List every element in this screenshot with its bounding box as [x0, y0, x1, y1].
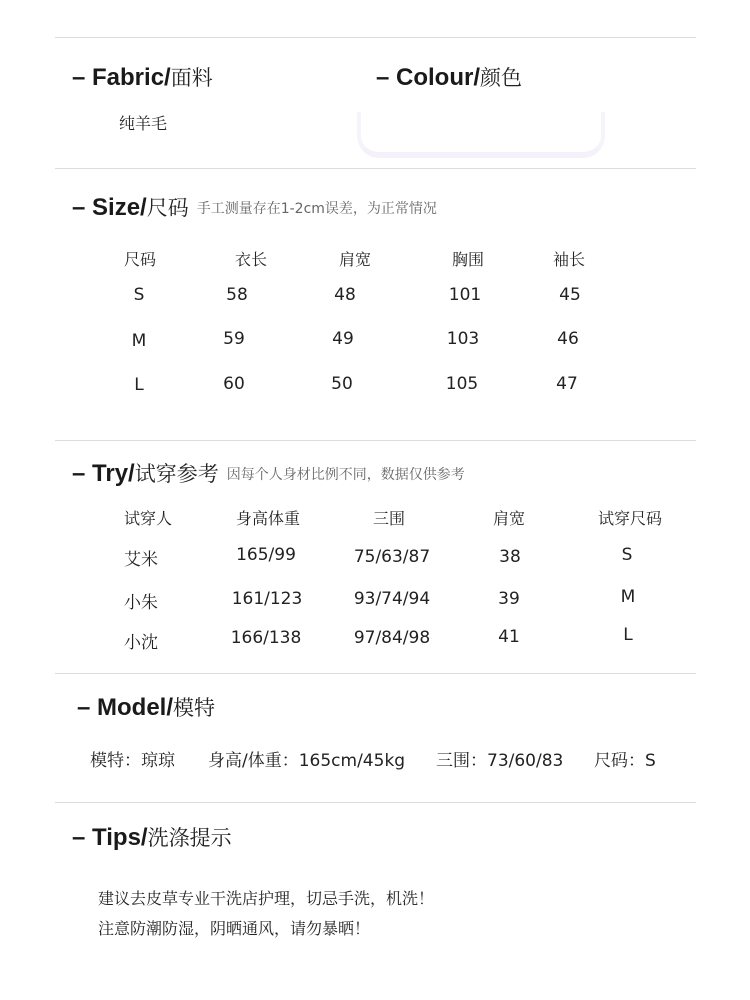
size-cell: 50: [331, 374, 353, 394]
divider-size: [55, 440, 696, 441]
model-size: 尺码：S: [594, 751, 656, 771]
size-heading-cn: 尺码: [146, 196, 189, 220]
model-heading-en: – Model/: [77, 694, 174, 721]
size-cell: 59: [223, 329, 245, 349]
model-height-weight: 身高/体重：165cm/45kg: [208, 751, 406, 771]
try-header-cell: 身高体重: [235, 509, 301, 528]
fabric-heading: [72, 66, 213, 90]
try-cell: 93/74/94: [353, 589, 431, 609]
size-header-cell: 尺码: [123, 250, 157, 269]
size-header-cell: 胸围: [451, 250, 485, 269]
size-heading: [72, 196, 437, 220]
size-header-cell: 肩宽: [338, 250, 372, 269]
size-cell: 49: [332, 329, 354, 349]
divider-fabric: [55, 168, 696, 169]
tips-heading-cn: 洗涤提示: [147, 826, 232, 850]
try-cell: 39: [498, 589, 520, 609]
size-note: 手工测量存在1-2cm误差，为正常情况: [196, 201, 437, 217]
try-cell: 41: [498, 627, 520, 647]
try-cell: 75/63/87: [353, 547, 431, 567]
size-cell: 45: [559, 285, 581, 305]
try-cell: S: [621, 545, 633, 565]
colour-heading: [376, 66, 522, 90]
colour-heading-cn: 颜色: [480, 66, 523, 90]
size-cell: 46: [557, 329, 579, 349]
divider-model: [55, 802, 696, 803]
model-heading: [77, 696, 215, 720]
try-header-cell: 试穿尺码: [597, 509, 663, 528]
try-cell: 艾米: [124, 550, 158, 570]
tips-line: 建议去皮草专业干洗店护理，切忌手洗，机洗！: [98, 889, 435, 908]
size-cell: 48: [334, 285, 356, 305]
fabric-value: 纯羊毛: [119, 114, 168, 133]
size-cell: 47: [556, 374, 578, 394]
try-cell: 165/99: [236, 545, 296, 565]
try-cell: 166/138: [230, 628, 302, 648]
try-note: 因每个人身材比例不同，数据仅供参考: [226, 467, 465, 483]
size-cell: 101: [448, 285, 482, 305]
try-cell: L: [623, 625, 633, 645]
model-name: 模特：琼琼: [90, 751, 175, 771]
divider-try: [55, 673, 696, 674]
size-header-cell: 衣长: [234, 250, 268, 269]
divider-top: [55, 37, 696, 38]
try-heading: [72, 462, 465, 486]
try-heading-cn: 试穿参考: [134, 462, 219, 486]
size-cell: 60: [223, 374, 245, 394]
size-heading-en: – Size/: [72, 194, 147, 221]
fabric-heading-cn: 面料: [170, 66, 213, 90]
size-cell: S: [133, 285, 145, 305]
size-header-cell: 袖长: [552, 250, 586, 269]
try-cell: 小朱: [124, 593, 158, 613]
try-heading-en: – Try/: [72, 460, 135, 487]
size-cell: M: [131, 331, 147, 351]
try-header-cell: 肩宽: [492, 509, 526, 528]
size-cell: L: [134, 375, 144, 395]
try-cell: 小沈: [124, 633, 158, 653]
tips-heading: [72, 826, 232, 850]
try-cell: 97/84/98: [353, 628, 431, 648]
fabric-heading-en: – Fabric/: [72, 64, 171, 91]
try-header-cell: 试穿人: [123, 509, 173, 528]
try-cell: 38: [499, 547, 521, 567]
size-cell: 105: [445, 374, 479, 394]
size-cell: 58: [226, 285, 248, 305]
tips-line: 注意防潮防湿，阴晒通风，请勿暴晒！: [98, 919, 371, 938]
colour-swatch: [357, 112, 605, 158]
tips-heading-en: – Tips/: [72, 824, 148, 851]
model-heading-cn: 模特: [173, 696, 216, 720]
model-measurements: 三围：73/60/83: [436, 751, 564, 771]
size-cell: 103: [446, 329, 480, 349]
try-cell: M: [620, 587, 636, 607]
try-cell: 161/123: [231, 589, 303, 609]
try-header-cell: 三围: [372, 509, 406, 528]
colour-heading-en: – Colour/: [376, 64, 481, 91]
